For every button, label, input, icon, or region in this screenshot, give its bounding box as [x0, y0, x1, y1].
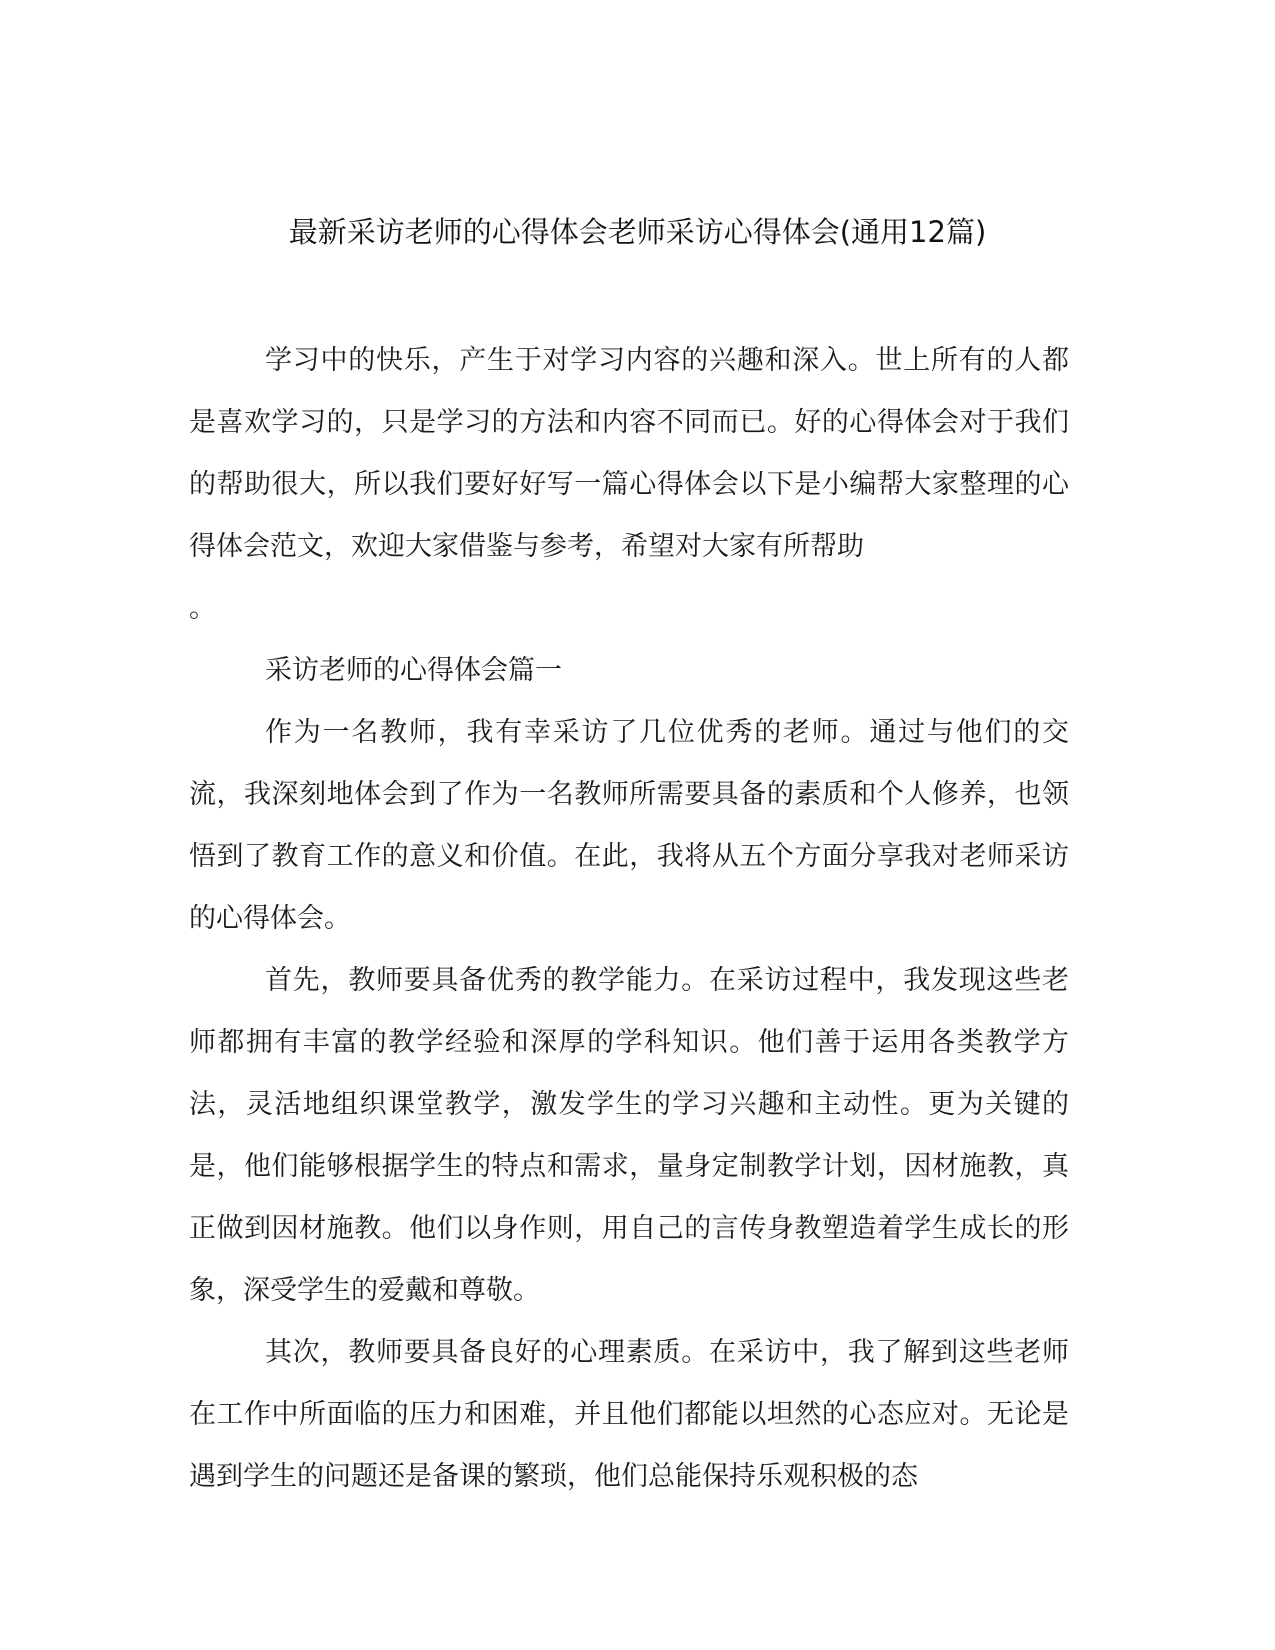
document-body: [189, 330, 1069, 1508]
section-heading: 采访老师的心得体会篇一: [265, 655, 562, 686]
body-paragraph-3: 其次，教师要具备良好的心理素质。在采访中，我了解到这些老师在工作中所面临的压力和困难，并且他们都能以坦然的心态应对。无论是遇到学生的问题还是备课的繁琐，他们总能保持乐观积极的态: [189, 1337, 1069, 1492]
intro-paragraph-end: 。: [189, 593, 216, 624]
body-paragraph-2: 首先，教师要具备优秀的教学能力。在采访过程中，我发现这些老师都拥有丰富的教学经验和深厚的学科知识。他们善于运用各类教学方法，灵活地组织课堂教学，激发学生的学习兴趣和主动性。更为关键的是，他们能够根据学生的特点和需求，量身定制教学计划，因材施教，真正做到因材施教。他们以身作则，用自己的言传身教塑造着学生成长的形象，深受学生的爱戴和尊敬。: [189, 965, 1069, 1306]
body-paragraph-1: 作为一名教师，我有幸采访了几位优秀的老师。通过与他们的交流，我深刻地体会到了作为一名教师所需要具备的素质和个人修养，也领悟到了教育工作的意义和价值。在此，我将从五个方面分享我对老师采访的心得体会。: [189, 717, 1069, 934]
intro-paragraph: 学习中的快乐，产生于对学习内容的兴趣和深入。世上所有的人都是喜欢学习的，只是学习的方法和内容不同而已。好的心得体会对于我们的帮助很大，所以我们要好好写一篇心得体会以下是小编帮大家整理的心得体会范文，欢迎大家借鉴与参考，希望对大家有所帮助: [189, 345, 1069, 562]
document-title: 最新采访老师的心得体会老师采访心得体会(通用12篇): [288, 215, 987, 249]
